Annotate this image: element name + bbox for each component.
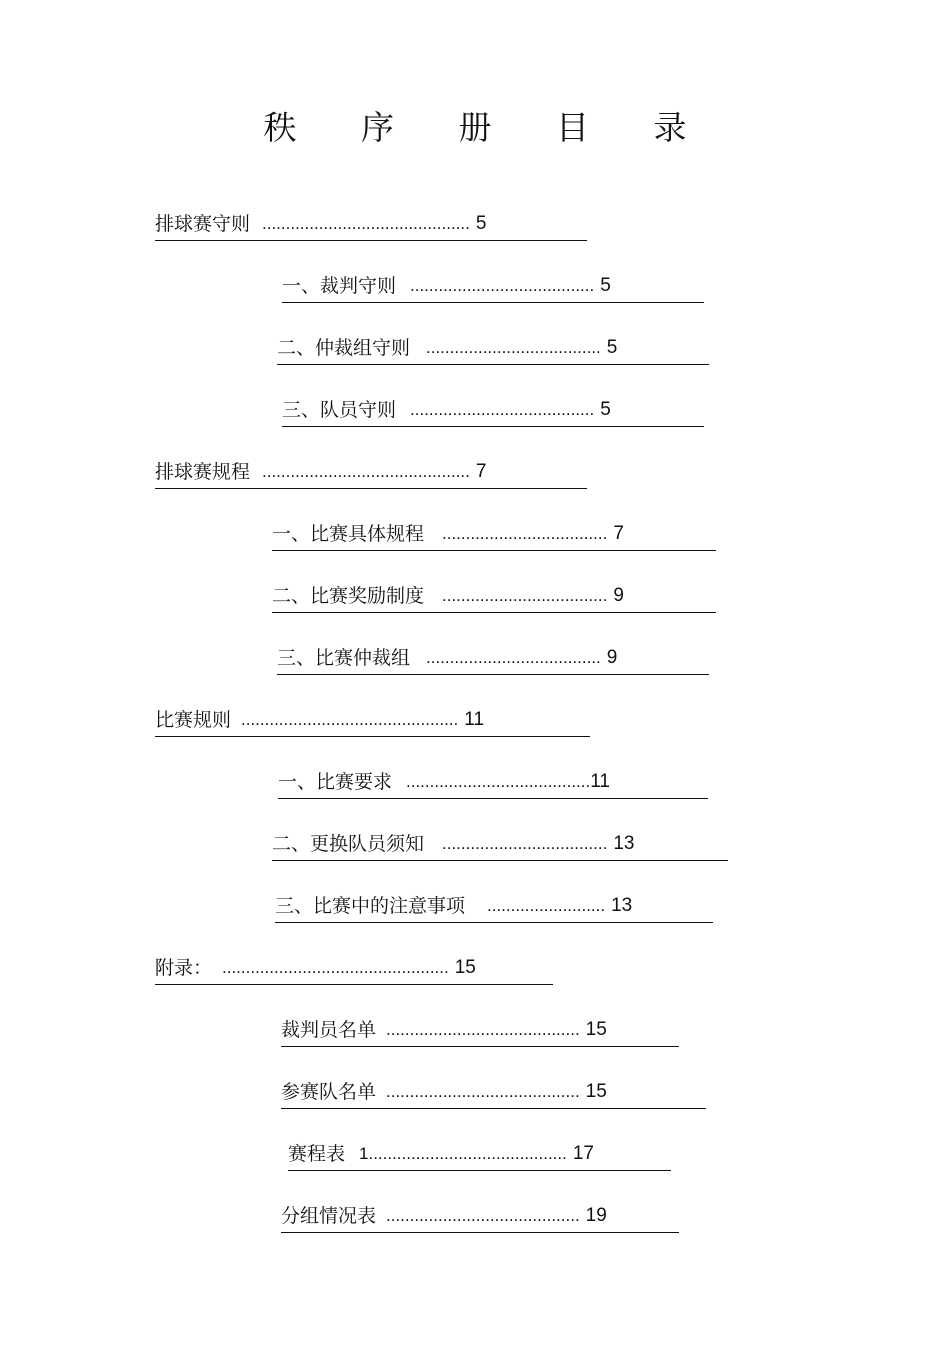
toc-leader-dots: ................................... [442,586,608,605]
toc-entry-label: 比赛规则 [155,709,232,731]
toc-entry-label: 一、比赛要求 [278,771,393,793]
toc-entry-label: 二、仲裁组守则 [277,337,411,359]
toc-leader-dots: 1.......................................... [359,1144,567,1163]
toc-entry-label: 二、更换队员须知 [272,833,425,855]
toc-entry-label: 二、比赛奖励制度 [272,585,425,607]
toc-leader-dots: ..................................... [426,338,601,357]
toc-entry-label: 分组情况表 [281,1205,377,1227]
toc-entry-player-code[interactable] [282,397,704,427]
toc-entry-label: 三、比赛中的注意事项 [275,895,466,917]
toc-page-number: 5 [600,275,611,296]
toc-page-number: 9 [613,585,624,606]
toc-page-number: 15 [585,1019,607,1040]
toc-leader-dots: ......................................... [386,1020,580,1039]
toc-entry-label: 一、比赛具体规程 [272,523,425,545]
toc-page-number: 7 [613,523,624,544]
toc-entry-appendix[interactable] [155,955,553,985]
toc-leader-dots: .............................................. [241,710,459,729]
toc-page-number: 19 [585,1205,607,1226]
toc-leader-dots: ......................................... [386,1082,580,1101]
toc-page-number: 17 [572,1143,594,1164]
toc-page-number: 13 [613,833,635,854]
toc-leader-dots: ....................................... [410,400,595,419]
toc-leader-dots: ................................... [442,524,608,543]
toc-leader-dots: ....................................... [410,276,595,295]
toc-page-number: 11 [464,709,485,730]
toc-entry-arbitration-code[interactable] [277,335,709,365]
toc-entry-label: 赛程表 [288,1143,346,1165]
toc-entry-volleyball-code[interactable] [155,211,587,241]
toc-entry-label: 一、裁判守则 [282,275,397,297]
toc-entry-group-table[interactable] [281,1203,679,1233]
toc-leader-dots: ............................................ [262,462,470,481]
toc-entry-referee-list[interactable] [281,1017,679,1047]
toc-entry-substitution-notes[interactable] [272,831,728,861]
toc-entry-match-rules[interactable] [155,707,590,737]
toc-entry-team-list[interactable] [281,1079,706,1109]
toc-entry-match-rules-detail[interactable] [272,521,716,551]
toc-leader-dots: ................................... [442,834,608,853]
toc-page-number: 5 [475,213,487,234]
toc-page-number: 7 [475,461,487,482]
toc-page-number: 15 [454,957,476,978]
toc-entry-label: 排球赛规程 [155,461,251,483]
toc-leader-dots: ................................................ [222,958,449,977]
toc-leader-dots: ......................................... [386,1206,580,1225]
toc-entry-award-system[interactable] [272,583,716,613]
toc-leader-dots: ..................................... [426,648,601,667]
toc-entry-arbitration-group[interactable] [277,645,709,675]
toc-entry-label: 三、比赛仲裁组 [277,647,411,669]
toc-page-number: 9 [606,647,618,668]
toc-entry-label: 参赛队名单 [281,1081,377,1103]
toc-page-number: 5 [606,337,618,358]
toc-page-number: 5 [600,399,611,420]
toc-entry-schedule[interactable] [288,1141,671,1171]
toc-entry-label: 附录： [155,957,213,979]
toc-entry-referee-code[interactable] [282,273,704,303]
toc-page-number: 11 [590,771,610,792]
toc-leader-dots: ............................................ [262,214,470,233]
toc-entry-volleyball-regulations[interactable] [155,459,587,489]
page-title: 秩 序 册 目 录 [263,108,714,147]
toc-page-number: 15 [585,1081,607,1102]
toc-page-number: 13 [611,895,633,916]
toc-leader-dots: ......................... [487,896,606,915]
toc-leader-dots: ....................................... [406,772,591,791]
toc-entry-label: 排球赛守则 [155,213,251,235]
toc-entry-match-requirements[interactable] [278,769,708,799]
toc-entry-label: 三、队员守则 [282,399,397,421]
toc-entry-label: 裁判员名单 [281,1019,377,1041]
toc-entry-match-precautions[interactable] [275,893,713,923]
